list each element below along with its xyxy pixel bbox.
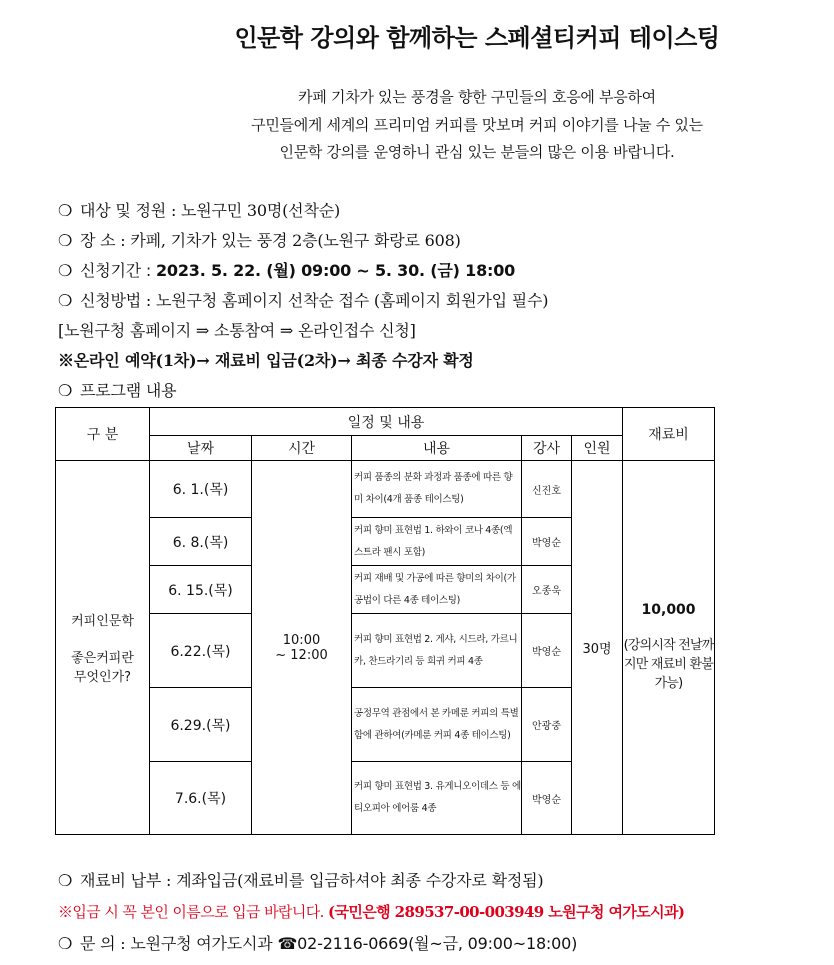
contact-info: ❍ 문 의 : 노원구청 여가도시과 ☎02-2116-0669(월~금, 09:00~18:00) — [58, 934, 578, 953]
intro-line-2: 구민들에게 세계의 프리미엄 커피를 맛보며 커피 이야기를 나눌 수 있는 — [251, 115, 703, 134]
info-place: ❍ 장 소 : 카페, 기차가 있는 풍경 2층(노원구 화랑로 608) — [58, 231, 461, 250]
category-line: 좋은커피란 — [71, 651, 134, 666]
header-lecturer: 강사 — [522, 436, 572, 461]
info-target: ❍ 대상 및 정원 : 노원구민 30명(선착순) — [58, 201, 340, 220]
info-path: [노원구청 홈페이지 ⇒ 소통참여 ⇒ 온라인접수 신청] — [58, 321, 416, 340]
info-note: ※온라인 예약(1차)→ 재료비 입금(2차)→ 최종 수강자 확정 — [58, 351, 474, 370]
header-capacity: 인원 — [572, 436, 623, 461]
intro-line-1: 카페 기차가 있는 풍경을 향한 구민들의 호응에 부응하여 — [298, 88, 656, 106]
category-line: 무엇인가? — [73, 670, 132, 685]
info-method: ❍ 신청방법 : 노원구청 홈페이지 선착순 접수 (홈페이지 회원가입 필수) — [58, 291, 549, 310]
header-category: 구 분 — [56, 408, 150, 461]
date-cell: 6. 1.(목) — [150, 461, 252, 518]
bullet-icon: ❍ — [58, 291, 73, 310]
bullet-icon: ❍ — [58, 261, 73, 280]
fee-cell — [623, 461, 715, 835]
table-row — [56, 461, 715, 518]
info-period: ❍ 신청기간 : 2023. 5. 22. (월) 09:00 ~ 5. 30. (금) 18:00 — [58, 261, 516, 280]
lecturer-cell: 박영순 — [522, 518, 572, 566]
intro-line-3: 인문학 강의를 운영하니 관심 있는 분들의 많은 이용 바랍니다. — [279, 143, 675, 161]
fee-payment: ❍ 재료비 납부 : 계좌입금(재료비를 입금하셔야 최종 수강자로 확정됨) — [58, 871, 544, 890]
time-cell: 10:00 ~ 12:00 — [252, 461, 352, 835]
date-cell: 7.6.(목) — [150, 762, 252, 835]
header-time: 시간 — [252, 436, 352, 461]
header-schedule: 일정 및 내용 — [150, 408, 623, 436]
bank-account: (국민은행 289537-00-003949 노원구청 여가도시과) — [328, 903, 685, 921]
bullet-icon: ❍ — [58, 201, 73, 220]
fee-note: (강의시작 전날까지만 재료비 환불가능) — [623, 638, 714, 691]
header-fee: 재료비 — [623, 408, 715, 461]
lecturer-cell: 오종욱 — [522, 566, 572, 614]
capacity-cell: 30명 — [572, 461, 623, 835]
lecturer-cell: 안광중 — [522, 688, 572, 762]
date-cell: 6.22.(목) — [150, 614, 252, 688]
payment-warning: ※입금 시 꼭 본인 이름으로 입금 바랍니다. (국민은행 289537-00-003949 노원구청 여가도시과) — [58, 903, 685, 921]
date-cell: 6.29.(목) — [150, 688, 252, 762]
fee-amount: 10,000 — [641, 602, 696, 618]
bullet-icon: ❍ — [58, 871, 73, 890]
header-date: 날짜 — [150, 436, 252, 461]
lecturer-cell: 신진호 — [522, 461, 572, 518]
category-cell — [56, 461, 150, 835]
period-value: 2023. 5. 22. (월) 09:00 ~ 5. 30. (금) 18:00 — [156, 261, 516, 280]
content-cell: 커피 향미 표현법 3. 유게니오이데스 등 에티오피아 에어룸 4종 — [352, 762, 522, 835]
content-cell: 공정무역 관점에서 본 카메룬 커피의 특별함에 관하여(카메룬 커피 4종 테이스팅) — [352, 688, 522, 762]
contact-phone: ☎02-2116-0669(월~금, 09:00~18:00) — [277, 934, 578, 953]
content-cell: 커피 재배 및 가공에 따른 향미의 차이(가공법이 다른 4종 테이스팅) — [352, 566, 522, 614]
intro-text — [0, 84, 834, 167]
lecturer-cell: 박영순 — [522, 614, 572, 688]
content-cell: 커피 향미 표현법 2. 게샤, 시드라, 가르니카, 찬드라기리 등 희귀 커피 4종 — [352, 614, 522, 688]
content-cell: 커피 향미 표현법 1. 하와이 코나 4종(엑스트라 팬시 포함) — [352, 518, 522, 566]
content-cell: 커피 품종의 분화 과정과 품종에 따른 향미 차이(4개 품종 테이스팅) — [352, 461, 522, 518]
bullet-icon: ❍ — [58, 381, 73, 400]
category-line: 커피인문학 — [71, 614, 134, 629]
page-title: 인문학 강의와 함께하는 스페셜티커피 테이스팅 — [234, 24, 720, 52]
program-label: ❍ 프로그램 내용 — [58, 381, 177, 400]
program-table — [55, 407, 715, 835]
date-cell: 6. 15.(목) — [150, 566, 252, 614]
lecturer-cell: 박영순 — [522, 762, 572, 835]
date-cell: 6. 8.(목) — [150, 518, 252, 566]
bullet-icon: ❍ — [58, 231, 73, 250]
header-content: 내용 — [352, 436, 522, 461]
bullet-icon: ❍ — [58, 934, 73, 953]
